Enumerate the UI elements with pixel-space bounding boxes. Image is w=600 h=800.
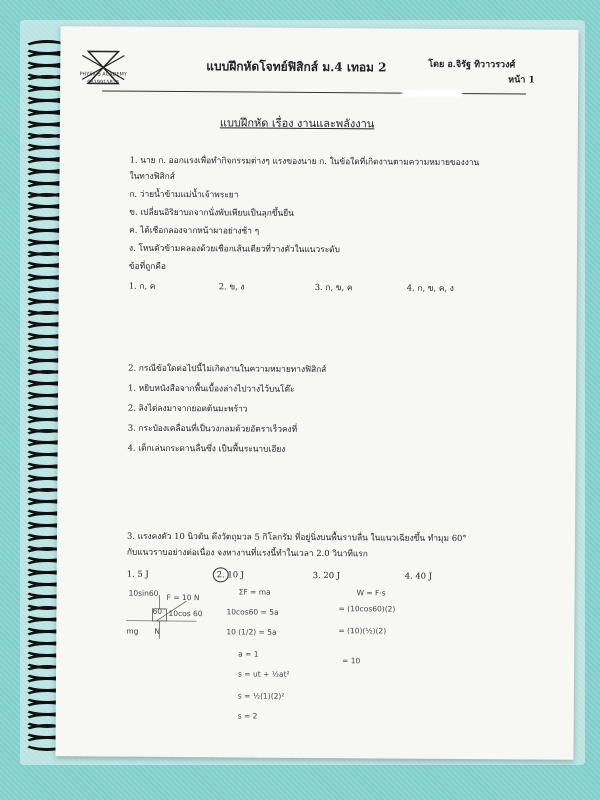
- q1-item: ค. ได้เชือกลองจากหน้าผาอย่างช้า ๆ: [129, 224, 260, 236]
- hw-diagram-side: 10cos 60: [168, 608, 203, 619]
- q1-prompt: ข้อที่ถูกคือ: [128, 260, 166, 271]
- q2-choice: 2. ลิงไต่ลงมาจากยอดต้นมะพร้าว: [127, 402, 248, 414]
- q1-choice: 3. ก, ข, ค: [314, 281, 353, 293]
- header-divider: [102, 90, 526, 94]
- hw-work-line: a = 1: [238, 649, 259, 659]
- hw-work-line: W = F·s: [356, 588, 386, 598]
- q2-stem: 2. กรณีข้อใดต่อไปนี้ไม่เกิดงานในความหมายทางฟิสิกส์: [128, 362, 327, 375]
- q1-item: ข. เปลี่ยนอิริยาบถจากนั่งพับเพียบเป็นลุกขึ้นยืน: [129, 206, 294, 218]
- q1-item: ก. ว่ายน้ำข้ามแม่น้ำเจ้าพระยา: [129, 188, 239, 200]
- q3-choice: 1. 5 J: [126, 568, 149, 579]
- academy-logo-icon: [68, 32, 138, 102]
- q2-choice: 1. หยิบหนังสือจากพื้นเบื้องล่างไปวางไว้บนโต๊ะ: [127, 382, 295, 394]
- header-page-number: หน้า 1: [508, 75, 535, 86]
- document-title: แบบฝึกหัด เรื่อง งานและพลังงาน: [219, 116, 375, 131]
- hw-diagram-mg: mg: [126, 626, 139, 636]
- hw-work-line: = (10)(½)(2): [338, 626, 387, 636]
- answer-circle-mark: [213, 567, 229, 582]
- hw-work-line: = 10: [342, 656, 361, 666]
- q3-stem-line1: 3. แรงคงตัว 10 นิวตัน ดึงวัตถุมวล 5 กิโลกรัม ที่อยู่นิ่งบนพื้นราบลื่น ในแนวเฉียงขึ้น ทำมุม 60°: [126, 530, 467, 544]
- q2-choice: 4. เด็กเล่นกระดานลื่นซึ่ง เป็นพื้นระนาบเอียง: [127, 442, 286, 454]
- hw-work-line: s = ½(1)(2)²: [237, 691, 285, 701]
- q3-choice: 2. 10 J: [216, 569, 245, 580]
- hw-diagram-normal: N: [154, 626, 160, 636]
- hw-work-line: 10 (1/2) = 5a: [226, 627, 277, 637]
- hw-work-line: = (10cos60)(2): [338, 604, 396, 614]
- q1-choice: 1. ก, ค: [128, 280, 156, 291]
- q3-choice: 4. 40 J: [404, 570, 433, 581]
- hw-work-line: s = 2: [237, 711, 258, 721]
- header-title: แบบฝึกหัดโจทย์ฟิสิกส์ ม.4 เทอม 2: [206, 59, 387, 75]
- q1-stem-line1: 1. นาย ก. ออกแรงเพื่อทำกิจกรรมต่างๆ แรงของนาย ก. ในข้อใดที่เกิดงานตามความหมายของงาน: [129, 154, 480, 168]
- hw-diagram-force: F = 10 N: [166, 592, 200, 603]
- q1-choice: 4. ก, ข, ค, ง: [406, 282, 454, 293]
- q3-stem-line2: กับแนวราบอย่างต่อเนื่อง จงหางานที่แรงนี้ทำในเวลา 2.0 วินาทีแรก: [126, 546, 368, 559]
- hw-work-line: s = ut + ½at²: [238, 669, 290, 679]
- header-author: โดย อ.จิรัฐ ทิวาวรวงศ์: [428, 59, 516, 71]
- q1-choice: 2. ข, ง: [218, 281, 245, 292]
- q2-choice: 3. กระป๋องเคลื่อนที่เป็นวงกลมด้วยอัตราเร็วคงที่: [127, 422, 298, 434]
- hw-diagram-angle: 60: [152, 606, 163, 616]
- logo-phone: 0819915826: [87, 79, 120, 86]
- logo-text: PHYSICS ACADEMY: [79, 71, 127, 78]
- q1-item: ง. โหนตัวข้ามคลองด้วยเชือกเส้นเดียวที่วางตัวในแนวระดับ: [128, 242, 341, 255]
- q1-stem-line2: ในทางฟิสิกส์: [129, 170, 175, 182]
- hw-work-line: ΣF = ma: [238, 587, 271, 597]
- redaction-mark: [402, 90, 462, 97]
- hw-work-line: 10cos60 = 5a: [226, 607, 279, 617]
- hw-diagram-top: 10sin60: [128, 588, 159, 598]
- worksheet-page: [55, 26, 578, 760]
- q3-choice: 3. 20 J: [312, 569, 341, 581]
